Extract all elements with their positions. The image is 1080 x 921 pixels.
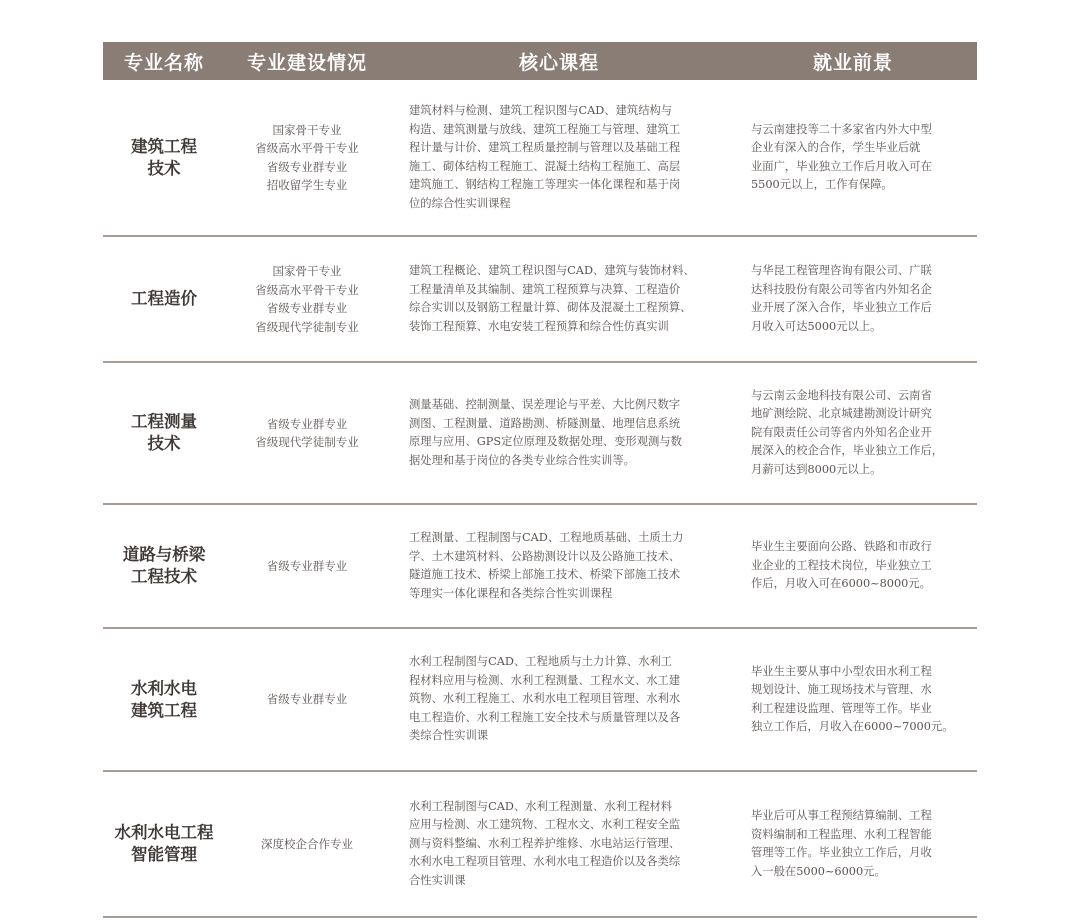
employment-prospects-line: 展深入的校企合作，毕业独立工作后，	[751, 444, 944, 458]
core-courses	[389, 798, 729, 891]
core-courses-line: 工程测量、工程制图与CAD、工程地质基础、土质土力	[409, 531, 684, 544]
employment-prospects-line: 业开展了深入合作，毕业独立工作后	[751, 301, 932, 314]
major-name-line: 建筑工程	[131, 136, 197, 156]
table-row	[103, 772, 977, 918]
core-courses-line: 建筑施工、钢结构工程施工等理实一体化课程和基于岗	[409, 178, 681, 191]
major-construction-line: 省级现代学徒制专业	[255, 435, 359, 449]
employment-prospects-line: 入一般在5000~6000元。	[751, 864, 886, 878]
employment-prospects	[729, 807, 977, 881]
core-courses-line: 水利水电工程项目管理、水利水电工程造价以及各类综	[409, 855, 681, 869]
employment-prospects-line: 与云南云金地科技有限公司、云南省	[751, 388, 932, 402]
core-courses-line: 程材料应用与检测、水利工程测量、工程水文、水工建	[409, 673, 681, 687]
table-row	[103, 80, 977, 237]
core-courses-line: 测图、工程测量、道路勘测、桥隧测量、地理信息系统	[409, 416, 681, 430]
major-name-line: 道路与桥梁	[122, 545, 206, 564]
major-construction-line: 省级专业群专业	[266, 416, 348, 431]
core-courses-line: 合性实训课	[409, 873, 466, 887]
employment-prospects-line: 独立工作后，月收入在6000~7000元。	[751, 720, 954, 733]
major-construction	[225, 557, 389, 576]
core-courses-line: 构造、建筑测量与放线、建筑工程施工与管理、建筑工	[409, 122, 681, 136]
major-name-line: 工程造价	[131, 289, 197, 308]
employment-prospects-line: 利工程建设监理、管理等工作。毕业	[751, 701, 932, 715]
core-courses-line: 综合实训以及钢筋工程量计算、砌体及混凝土工程预算、	[409, 301, 692, 314]
major-name	[103, 411, 225, 455]
core-courses-line: 装饰工程预算、水电安装工程预算和综合性仿真实训	[409, 319, 669, 333]
major-name-line: 技术	[147, 158, 181, 178]
table-body	[103, 80, 977, 918]
table-row	[103, 505, 977, 629]
major-construction-line: 省级现代学徒制专业	[255, 319, 359, 334]
employment-prospects-line: 与华昆工程管理咨询有限公司、广联	[751, 264, 932, 277]
major-construction-line: 省级专业群专业	[266, 301, 348, 315]
header-employment-prospects: 就业前景	[812, 51, 893, 74]
employment-prospects	[729, 262, 977, 336]
majors-table	[103, 42, 977, 918]
major-name	[103, 136, 225, 180]
major-name-line: 技术	[147, 434, 181, 453]
employment-prospects-line: 资料编制和工程监理、水利工程智能	[751, 827, 932, 841]
employment-prospects-line: 与云南建投等二十多家省内外大中型	[751, 122, 932, 136]
core-courses-line: 程计量与计价、建筑工程质量控制与管理以及基础工程	[409, 141, 681, 154]
major-construction-line: 深度校企合作专业	[261, 836, 353, 851]
header-major-name: 专业名称	[123, 51, 204, 74]
employment-prospects-line: 毕业生主要面向公路、铁路和市政行	[751, 540, 932, 554]
major-construction-line: 国家骨干专业	[272, 264, 342, 278]
major-construction	[225, 121, 389, 195]
employment-prospects	[729, 538, 977, 594]
major-construction-line: 国家骨干专业	[272, 122, 342, 137]
major-name-line: 水利水电工程	[114, 823, 214, 842]
core-courses	[389, 653, 729, 746]
core-courses-line: 学、土木建筑材料、公路勘测设计以及公路施工技术、	[409, 549, 681, 563]
major-construction	[225, 835, 389, 854]
core-courses-line: 工程量清单及其编制、建筑工程预算与决算、工程造价	[409, 282, 681, 296]
major-name	[103, 288, 225, 310]
major-name-line: 工程技术	[131, 567, 197, 586]
employment-prospects-line: 规划设计、施工现场技术与管理、水	[751, 683, 932, 696]
employment-prospects-line: 业企业的工程技术岗位，毕业独立工	[751, 558, 932, 572]
core-courses-line: 测与资料整编、水利工程养护维修、水电站运行管理、	[409, 836, 681, 850]
employment-prospects-line: 月收入可达5000元以上。	[751, 319, 882, 333]
core-courses-line: 位的综合性实训课程	[409, 196, 511, 210]
employment-prospects-line: 地矿测绘院、北京城建勘测设计研究	[751, 407, 932, 421]
core-courses	[389, 102, 729, 213]
table-row	[103, 237, 977, 363]
major-name-line: 水利水电	[131, 678, 197, 698]
table-header	[103, 42, 977, 80]
core-courses-line: 类综合性实训课	[409, 729, 489, 743]
employment-prospects-line: 毕业后可从事工程预结算编制、工程	[751, 809, 932, 822]
major-construction-line: 省级高水平骨干专业	[255, 282, 359, 297]
major-construction-line: 省级高水平骨干专业	[255, 141, 359, 155]
employment-prospects	[729, 387, 977, 480]
major-construction	[225, 415, 389, 452]
core-courses	[389, 529, 729, 603]
core-courses-line: 据处理和基于岗位的各类专业综合性实训等。	[409, 453, 635, 467]
major-name-line: 建筑工程	[131, 700, 197, 720]
table-row	[103, 629, 977, 772]
major-construction-line: 省级专业群专业	[266, 558, 348, 573]
core-courses-line: 施工、砌体结构工程施工、混凝土结构工程施工、高层	[409, 159, 681, 173]
header-major-construction: 专业建设情况	[246, 51, 367, 74]
core-courses	[389, 262, 729, 336]
major-name	[103, 678, 225, 722]
employment-prospects-line: 院有限责任公司等省内外知名企业开	[751, 425, 932, 439]
core-courses-line: 测量基础、控制测量、误差理论与平差、大比例尺数字	[409, 398, 681, 411]
core-courses-line: 建筑工程概论、建筑工程识图与CAD、建筑与装饰材料、	[409, 264, 695, 277]
core-courses-line: 建筑材料与检测、建筑工程识图与CAD、建筑结构与	[409, 104, 673, 117]
header-core-courses: 核心课程	[518, 51, 599, 74]
core-courses-line: 等理实一体化课程和各类综合性实训课程	[409, 586, 613, 600]
table-row	[103, 363, 977, 505]
employment-prospects-line: 作后，月收入可在6000~8000元。	[751, 577, 931, 591]
employment-prospects	[729, 663, 977, 737]
core-courses-line: 应用与检测、水工建筑物、工程水文、水利工程安全监	[409, 818, 681, 832]
major-name	[103, 544, 225, 588]
employment-prospects-line: 业面广，毕业独立工作后月收入可在	[751, 159, 932, 173]
employment-prospects-line: 5500元以上，工作有保障。	[751, 178, 893, 191]
major-name	[103, 822, 225, 866]
employment-prospects-line: 毕业生主要从事中小型农田水利工程	[751, 664, 932, 678]
major-name-line: 工程测量	[131, 412, 197, 431]
major-construction-line: 省级专业群专业	[266, 159, 348, 174]
core-courses-line: 水利工程制图与CAD、水利工程测量、水利工程材料	[409, 799, 673, 813]
employment-prospects	[729, 121, 977, 195]
employment-prospects-line: 企业有深入的合作，学生毕业后就	[751, 141, 921, 154]
core-courses-line: 电工程造价、水利工程施工安全技术与质量管理以及各	[409, 710, 681, 724]
major-construction-line: 招收留学生专业	[266, 178, 348, 192]
major-construction	[225, 690, 389, 709]
major-construction	[225, 262, 389, 336]
core-courses-line: 原理与应用、GPS定位原理及数据处理、变形观测与数	[409, 435, 682, 448]
employment-prospects-line: 达科技股份有限公司等省内外知名企	[751, 282, 932, 296]
employment-prospects-line: 管理等工作。毕业独立工作后，月收	[751, 846, 932, 859]
employment-prospects-line: 月薪可达到8000元以上。	[751, 462, 882, 476]
major-name-line: 智能管理	[131, 845, 197, 864]
core-courses-line: 筑物、水利工程施工、水利水电工程项目管理、水利水	[409, 692, 681, 706]
major-construction-line: 省级专业群专业	[266, 692, 348, 707]
core-courses	[389, 396, 729, 470]
core-courses-line: 水利工程制图与CAD、工程地质与土力计算、水利工	[409, 655, 673, 669]
core-courses-line: 隧道施工技术、桥梁上部施工技术、桥梁下部施工技术	[409, 568, 681, 581]
